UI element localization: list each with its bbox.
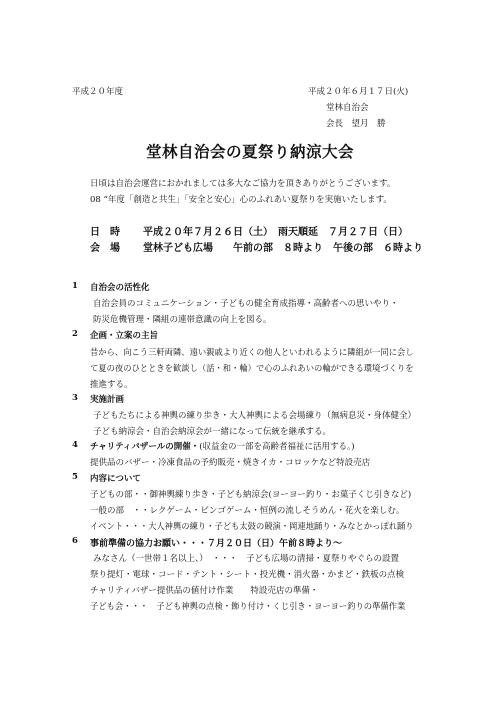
section-number: 3: [72, 393, 78, 403]
section-title: 企画・立案の主旨: [90, 331, 159, 341]
section-line: 一般の部 ・・レクゲーム・ビンゴゲーム・恒例の流しそうめん・花火を楽しむ。: [90, 506, 405, 516]
event-place-label: 会 場: [90, 243, 120, 254]
section-number: 5: [72, 472, 78, 482]
intro-line-1: 日頃は自治会運営におかれましては多大なご協力を頂きありがとうございます。: [90, 179, 396, 189]
document-title: 堂林自治会の夏祭り納涼大会: [145, 142, 354, 161]
section-title-suffix: (収益金の一部を高齢者福祉に活用する。): [199, 442, 355, 452]
section-number: 1: [72, 281, 78, 291]
section-line: て夏の夜のひとときを歓談し（話・和・輪）で心のふれあいの輪ができる環境づくりを: [90, 363, 414, 373]
section-line: イベント・・・大人神輿の練り・子ども太鼓の競演・岡連地踊り・みなとかっぽれ踊り: [90, 521, 414, 531]
section-line: みなさん（一世帯１名以上、） ・・・ 子ども広場の清掃・夏祭りやぐらの設置: [93, 554, 400, 564]
section-number: 6: [72, 536, 78, 546]
event-place-value: 堂林子ども広場 午前の部 ８時より 午後の部 ６時より: [143, 243, 423, 254]
section-title: 自治会の活性化: [90, 283, 150, 293]
section-line: 自治会員のコミュニケーション・子どもの健全育成指導・高齢者への思いやり・: [93, 299, 399, 309]
section-title: [90, 440, 355, 452]
chairman-name: 会長 望月 勝: [326, 119, 386, 129]
section-line: 子ども納涼会・自治会納涼会が一緒になって伝統を継承する。: [93, 427, 332, 437]
section-line: 昔から、向こう三軒両隣、遠い親戚より近くの他人といわれるように隣組が一同に会し: [90, 347, 414, 357]
section-line: 子どもの部・・御神輿練り歩き・子ども納涼会(ヨーヨー釣り・お菓子くじ引きなど): [90, 490, 412, 500]
section-line: 祭り提灯・電球・コード・テント・シート・投光機・消火器・かまど・鉄板の点検: [90, 570, 405, 580]
section-line: 防災危機管理・隣組の連帯意識の向上を図る。: [93, 315, 272, 325]
section-title-main: チャリティバザールの開催・: [90, 442, 200, 452]
section-line: 子ども会・・・ 子ども神輿の点検・飾り付け・くじ引き・ヨーヨー釣りの準備作業: [90, 601, 406, 611]
section-line: チャリティバザー提供品の値付け作業 特設売店の準備・: [90, 586, 319, 596]
section-title: 内容について: [90, 474, 141, 484]
event-date-label: 日 時: [90, 227, 120, 238]
issue-date: 平成２０年６月１７日(火): [308, 87, 409, 97]
fiscal-year: 平成２０年度: [72, 87, 124, 97]
organization-name: 堂林自治会: [326, 103, 369, 113]
section-title: 事前準備の協力お願い・・・７月２０日（日）午前８時より～: [90, 539, 343, 549]
intro-line-2: 08 “年度「創造と共生」「安全と安心」心のふれあい夏祭りを実施いたします。: [90, 195, 392, 205]
event-date-value: 平成２０年７月２６日（土） 雨天順延 ７月２７日（日）: [143, 227, 408, 238]
section-number: 4: [72, 440, 78, 450]
section-line: 提供品のバザー・冷凍食品の予約販売・焼きイカ・コロッケなど特設売店: [90, 458, 371, 468]
section-title: 実施計画: [90, 395, 125, 405]
section-line: 推進する。: [90, 380, 133, 390]
section-line: 子どもたちによる神輿の練り歩き・大人神輿による会場練り（無病息災・身体健全）: [93, 411, 417, 421]
section-number: 2: [72, 329, 78, 339]
